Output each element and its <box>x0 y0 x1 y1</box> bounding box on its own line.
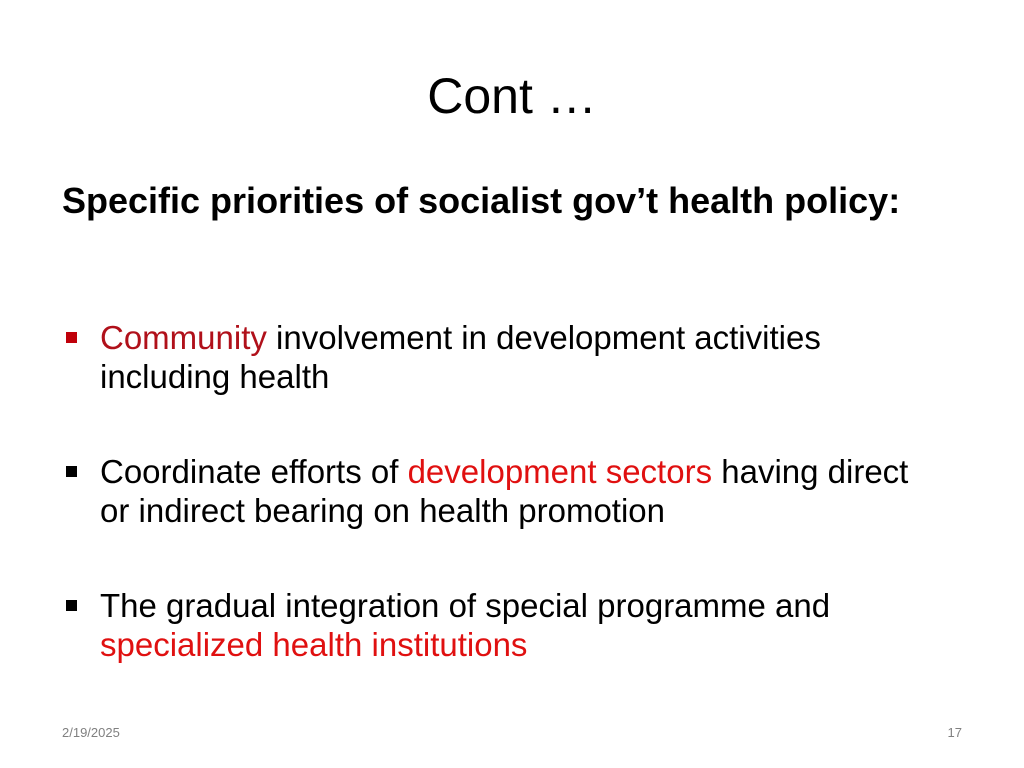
bullet-list <box>62 318 942 720</box>
bullet-text-highlight: Community <box>100 319 267 356</box>
footer-date: 2/19/2025 <box>62 725 120 740</box>
bullet-item <box>62 586 942 664</box>
slide-title: Cont … <box>427 68 597 124</box>
bullet-text-highlight: specialized health institutions <box>100 626 528 663</box>
bullet-text: involvement in development activities including health <box>100 319 821 395</box>
bullet-text-highlight: development sectors <box>407 453 713 490</box>
bullet-item <box>62 318 942 396</box>
footer-page-number: 17 <box>947 725 962 740</box>
bullet-text: having direct or indirect bearing on health promotion <box>100 453 909 529</box>
square-bullet-icon <box>66 600 77 611</box>
bullet-item <box>62 452 942 530</box>
square-bullet-icon <box>66 466 77 477</box>
bullet-text: The gradual integration of special programme and <box>100 587 831 624</box>
square-bullet-icon <box>66 332 77 343</box>
section-heading: Specific priorities of socialist gov’t health policy: <box>62 180 901 221</box>
bullet-text: Coordinate efforts of <box>100 453 408 490</box>
